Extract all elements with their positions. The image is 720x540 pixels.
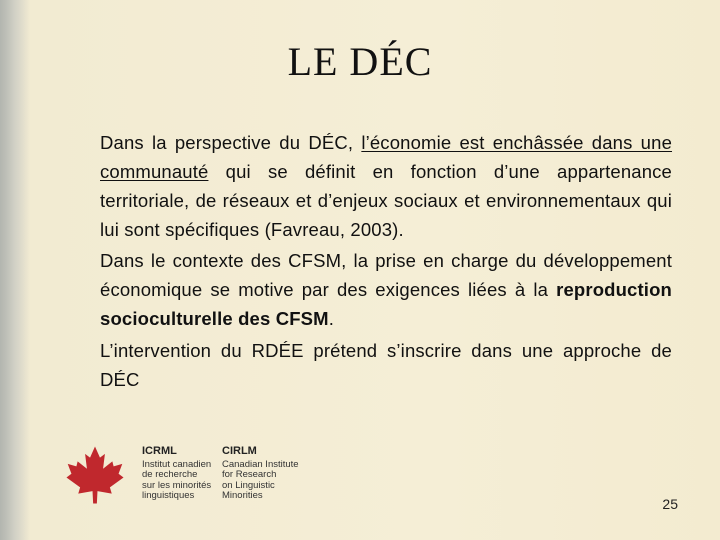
paragraph-2-bold: reproduction socioculturelle des CFSM xyxy=(100,279,672,329)
paragraph-1 xyxy=(100,128,672,244)
paragraph-2-end: . xyxy=(328,308,335,329)
logo-french-line: Institut canadien xyxy=(142,458,212,470)
logo-english-line: Canadian Institute xyxy=(222,458,299,470)
maple-leaf-icon xyxy=(64,444,126,506)
paragraph-2 xyxy=(100,246,672,333)
paragraph-1-underlined: l’économie est enchâssée dans une communauté xyxy=(100,132,673,182)
logo-french-line: de recherche xyxy=(142,469,198,480)
logo-french-line: linguistiques xyxy=(142,490,195,501)
paragraph-2-start: Dans le contexte des CFSM, la prise en charge du développement économique se motive par des exigences liées à la xyxy=(100,250,672,300)
logo-french-line: sur les minorités xyxy=(142,479,212,491)
slide-title: LE DÉC xyxy=(287,39,433,84)
paragraph-1-end: qui se définit en fonction d’une appartenance territoriale, de réseaux et d’enjeux sociaux et environnementaux qui lui sont spécifiques (Favreau, 2003). xyxy=(100,161,672,240)
logo-english-line: on Linguistic xyxy=(222,479,275,491)
icrml-logo xyxy=(62,442,322,508)
logo-english-acronym: CIRLM xyxy=(222,445,257,457)
paragraph-1-start: Dans la perspective du DÉC, xyxy=(100,132,362,153)
logo-english-line: for Research xyxy=(222,469,277,480)
logo-english-line: Minorities xyxy=(222,490,263,501)
logo-french-column xyxy=(142,446,211,502)
logo-french-acronym: ICRML xyxy=(142,445,177,457)
paragraph-3: L’intervention du RDÉE prétend s’inscrire dans une approche de DÉC xyxy=(100,340,672,390)
logo-english-column xyxy=(222,446,299,502)
page-number: 25 xyxy=(662,496,678,512)
